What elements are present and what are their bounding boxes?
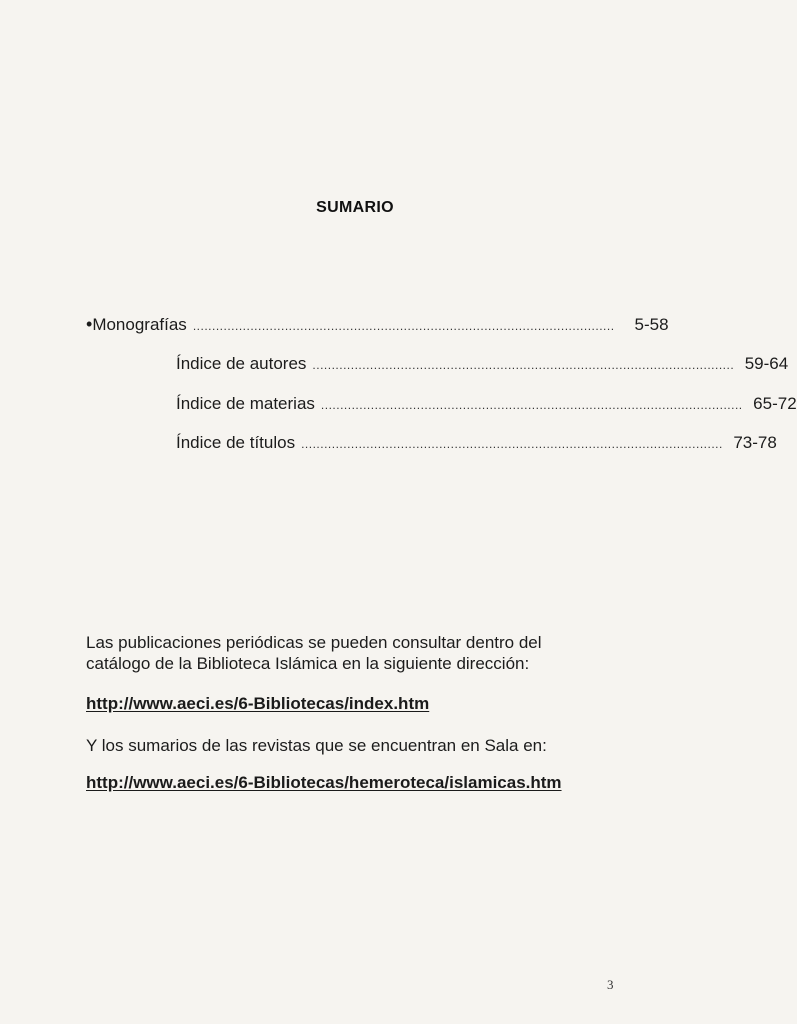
intro-paragraph [86, 632, 646, 674]
dot-leader: .............................................................................................................. [320, 398, 743, 412]
toc-label-indice-autores: Índice de autores [176, 354, 307, 373]
page-number: 3 [607, 977, 614, 992]
dot-leader: .............................................................................................................. [301, 437, 723, 451]
hemeroteca-islamicas-link[interactable]: http://www.aeci.es/6-Bibliotecas/hemeroteca/islamicas.htm [86, 773, 562, 792]
biblioteca-index-link[interactable]: http://www.aeci.es/6-Bibliotecas/index.htm [86, 694, 430, 713]
toc-pages-indice-titulos: 73-78 [733, 433, 777, 452]
toc-pages-monografias: 5-58 [634, 315, 669, 334]
page-title: SUMARIO [316, 199, 394, 216]
toc-entry-indice-autores [176, 354, 789, 378]
toc-entry-indice-titulos [176, 433, 777, 457]
toc-pages-indice-autores: 59-64 [744, 354, 789, 373]
toc-pages-indice-materias: 65-72 [753, 394, 797, 413]
toc-entry-indice-materias [176, 394, 797, 418]
dot-leader: .............................................................................................................. [312, 358, 735, 372]
intro-line-1: Las publicaciones periódicas se pueden consultar dentro del [86, 633, 542, 652]
toc-entry-monografias [86, 314, 669, 338]
dot-leader: .............................................................................................................. [192, 319, 615, 333]
toc-label-monografias: Monografías [92, 315, 187, 334]
bullet-icon: • [86, 314, 93, 334]
toc-label-indice-titulos: Índice de títulos [176, 433, 296, 452]
toc-label-indice-materias: Índice de materias [176, 394, 315, 413]
sumarios-paragraph: Y los sumarios de las revistas que se encuentran en Sala en: [86, 736, 547, 755]
intro-line-2: catálogo de la Biblioteca Islámica en la siguiente dirección: [86, 654, 530, 673]
